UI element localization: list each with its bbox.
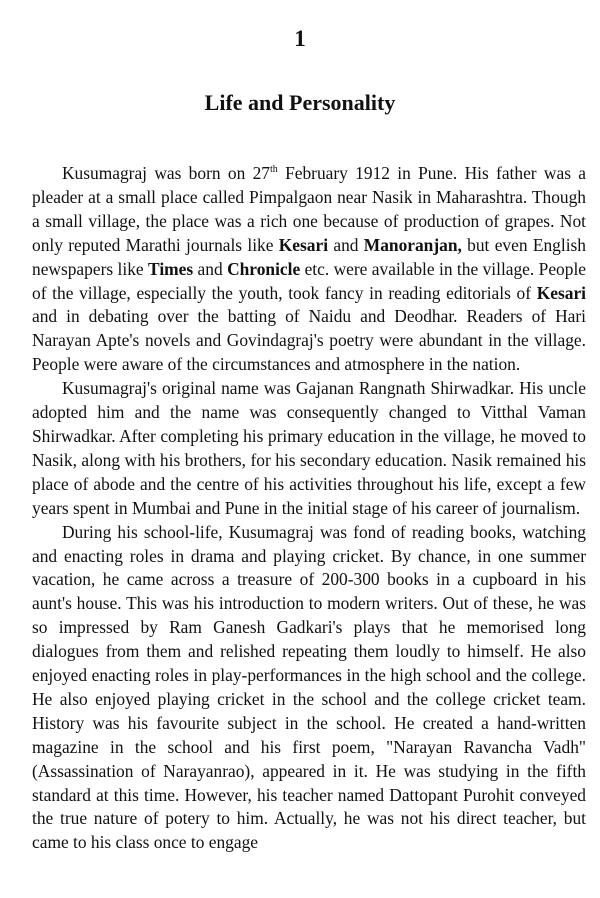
text-run: During his school-life, Kusumagraj was fond of reading books, watching and enacting roles in drama and playing cricket. By chance, in one summer vacation, he came across a treasure of 200-300 books in a cupboard in his aunt's house. This was his introduction to modern writers. Out of these, he was so impressed by Ram Ganesh Gadkari's plays that he memorised long dialogues from them and relished repeating them loudly to himself. He also enjoyed enacting roles in play-performances in the high school and the college. He also enjoyed playing cricket in the school and the college cricket team. History was his favourite subject in the school. He created a hand-written magazine in the school and his first poem, "Narayan Ravancha Vadh" (Assassination of Narayanrao), appeared in it. He was studying in the fifth standard at this time. However, his teacher named Dattopant Purohit conveyed the true nature of potery to him. Actually, he was not his direct teacher, but came to his class once to engage	[32, 521, 586, 853]
text-run: and in debating over the batting of Naidu and Deodhar. Readers of Hari Narayan Apte's novels and Govindagraj's poetry were abundant in the village. People were aware of the circumstances and atmosphere in the nation.	[32, 306, 586, 375]
bold-text: Chronicle	[227, 258, 301, 279]
chapter-body	[32, 162, 586, 855]
text-run: but even English newspapers like	[32, 234, 586, 279]
bold-text: Kesari	[536, 282, 586, 303]
bold-text: Kesari	[278, 234, 329, 255]
text-run: and	[328, 234, 364, 255]
text-run: and	[193, 258, 228, 279]
body-paragraph	[32, 162, 586, 377]
bold-text: Manoranjan,	[363, 234, 462, 255]
body-paragraph	[32, 521, 586, 856]
superscript: th	[269, 164, 278, 176]
text-run: Kusumagraj was born on 27	[62, 163, 270, 183]
body-paragraph	[32, 377, 586, 520]
text-run: Kusumagraj's original name was Gajanan Rangnath Shirwadkar. His uncle adopted him and the name was consequently changed to Vitthal Vaman Shirwadkar. After completing his primary education in the village, he moved to Nasik, along with his brothers, for his secondary education. Nasik remained his place of abode and the centre of his activities throughout his life, except a few years spent in Mumbai and Pune in the initial stage of his career of journalism.	[32, 378, 586, 518]
chapter-title: Life and Personality	[204, 90, 396, 115]
text-run: etc. were available in the village. People of the village, especially the youth, took fancy in reading editorials of	[32, 258, 586, 303]
chapter-number: 1	[294, 26, 306, 51]
bold-text: Times	[148, 258, 194, 279]
text-run: February 1912 in Pune. His father was a pleader at a small place called Pimpalgaon near Nasik in Maharashtra. Though a small village, the place was a rich one because of production of grapes. Not only reputed Marathi journals like	[32, 163, 586, 255]
